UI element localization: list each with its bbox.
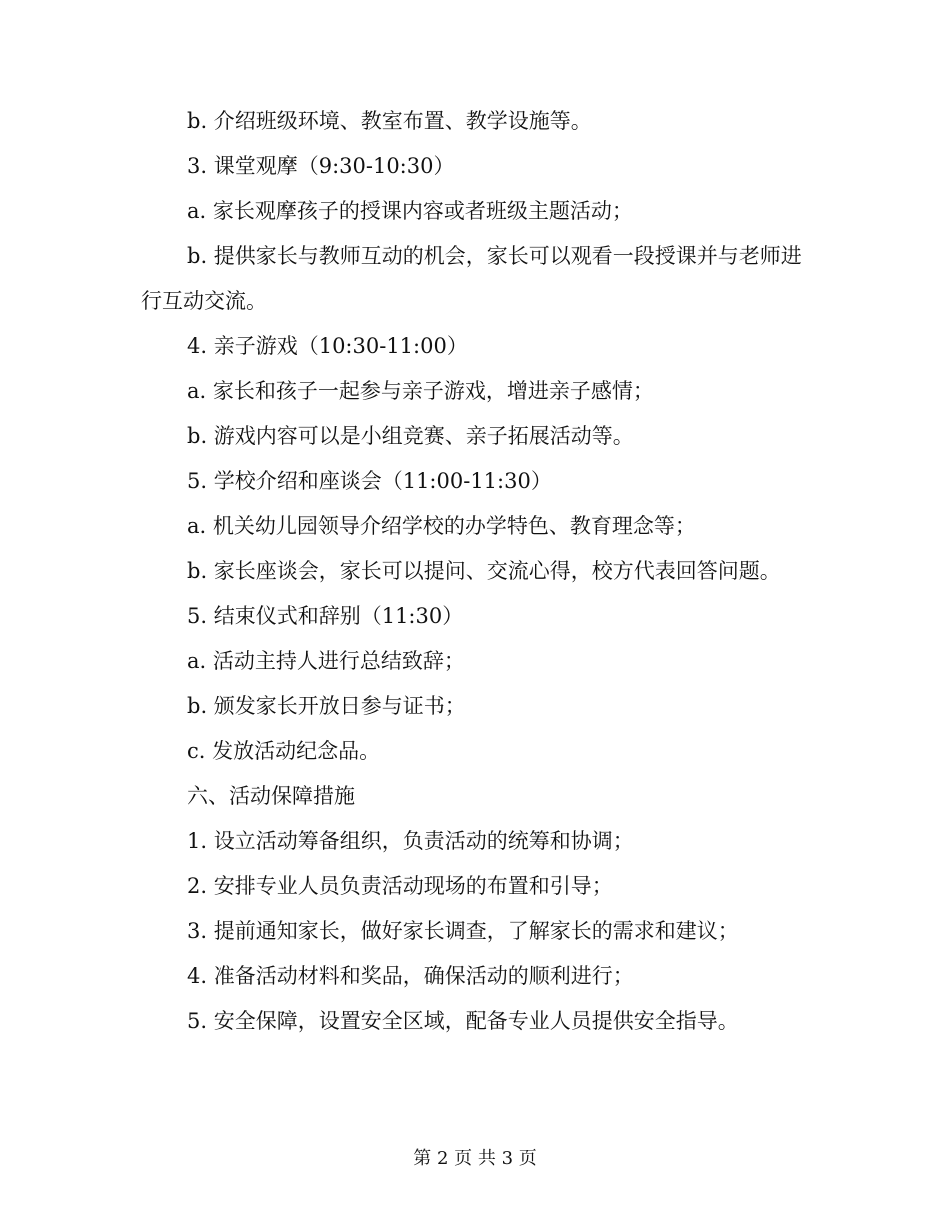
section-heading: 3. 课堂观摩（9:30-10:30） bbox=[187, 154, 455, 178]
section-heading: 4. 亲子游戏（10:30-11:00） bbox=[187, 334, 468, 358]
list-item: 1. 设立活动筹备组织，负责活动的统筹和协调； bbox=[187, 829, 634, 853]
paragraph: b. 提供家长与教师互动的机会，家长可以观看一段授课并与老师进行互动交流。 bbox=[141, 244, 802, 313]
section-heading: 5. 学校介绍和座谈会（11:00-11:30） bbox=[187, 469, 552, 493]
list-item: 3. 提前通知家长，做好家长调查，了解家长的需求和建议； bbox=[187, 919, 739, 943]
paragraph: b. 家长座谈会，家长可以提问、交流心得，校方代表回答问题。 bbox=[187, 559, 781, 583]
list-item: 2. 安排专业人员负责活动现场的布置和引导； bbox=[187, 874, 613, 898]
document-body bbox=[141, 99, 809, 1044]
paragraph: b. 游戏内容可以是小组竞赛、亲子拓展活动等。 bbox=[187, 424, 634, 448]
paragraph: c. 发放活动纪念品。 bbox=[187, 739, 381, 763]
chapter-heading: 六、活动保障措施 bbox=[187, 784, 355, 808]
page-footer bbox=[0, 1146, 950, 1172]
list-item: 5. 安全保障，设置安全区域，配备专业人员提供安全指导。 bbox=[187, 1009, 739, 1033]
paragraph: a. 家长观摩孩子的授课内容或者班级主题活动； bbox=[187, 199, 633, 223]
page-number-label: 第 2 页 共 3 页 bbox=[413, 1148, 537, 1169]
paragraph: a. 家长和孩子一起参与亲子游戏，增进亲子感情； bbox=[187, 379, 654, 403]
paragraph: a. 机关幼儿园领导介绍学校的办学特色、教育理念等； bbox=[187, 514, 696, 538]
paragraph: b. 颁发家长开放日参与证书； bbox=[187, 694, 466, 718]
section-heading: 5. 结束仪式和辞别（11:30） bbox=[187, 604, 464, 628]
list-item: 4. 准备活动材料和奖品，确保活动的顺利进行； bbox=[187, 964, 634, 988]
paragraph: b. 介绍班级环境、教室布置、教学设施等。 bbox=[187, 109, 592, 133]
paragraph: a. 活动主持人进行总结致辞； bbox=[187, 649, 465, 673]
